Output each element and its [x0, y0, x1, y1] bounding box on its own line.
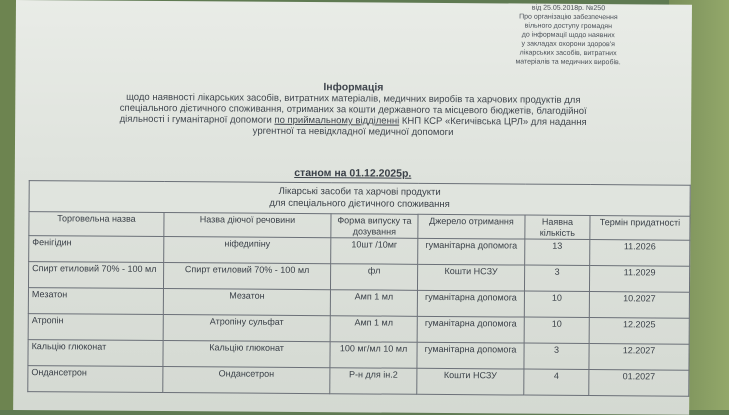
cell-qty: 13: [525, 239, 590, 265]
header-active-substance: Назва діючої речовини: [164, 213, 331, 238]
cell-substance: Ондансетрон: [163, 367, 330, 394]
heading-fragment: діяльності і гуманітарної допомоги: [119, 113, 272, 126]
header-expiry: Термін придатності: [590, 216, 690, 241]
cell-substance: ніфедипіну: [164, 237, 331, 264]
cell-qty: 10: [524, 317, 589, 343]
table-caption: [29, 181, 690, 217]
cell-form: Амп 1 мл: [330, 316, 417, 343]
department-name: по приймальному відділенні: [274, 114, 400, 127]
cell-expiry: 10.2027: [589, 292, 689, 319]
order-line: вільного доступу громадян: [524, 22, 612, 31]
notice-sheet: [13, 0, 692, 415]
order-line: матеріалів та медичних виробів.: [515, 58, 621, 67]
header-form: Форма випуску та дозування: [331, 214, 418, 239]
heading-line: спеціального дієтичного споживання, отриманих за кошти державного та місцевого бюджетів, благодійної: [119, 102, 587, 117]
caption-line: Лікарські засоби та харчові продукти: [278, 185, 441, 198]
heading-fragment: КНП КСР «Кегичівська ЦРЛ» для надання: [401, 115, 587, 128]
cell-substance: Атропіну сульфат: [163, 315, 330, 342]
cell-qty: 3: [524, 343, 589, 369]
heading-line: щодо наявності лікарських засобів, витратних матеріалів, медичних виробів та харчових продуктів для: [126, 91, 581, 106]
cell-expiry: 01.2027: [589, 370, 689, 397]
cell-trade: Атропін: [28, 314, 163, 341]
document-title: Інформація: [323, 81, 384, 94]
order-reference: [481, 3, 656, 67]
cell-qty: 4: [524, 369, 589, 395]
cell-form: Р-н для ін.2: [330, 368, 417, 395]
header-quantity: Наявна кількість: [525, 215, 590, 239]
table-caption-row: [29, 181, 690, 217]
cell-trade: Фенігідин: [29, 236, 164, 263]
cell-expiry: 11.2026: [590, 240, 690, 267]
cell-source: Кошти НСЗУ: [417, 368, 524, 395]
cell-trade: Кальцію глюконат: [28, 340, 163, 367]
header-trade-name: Торговельна назва: [29, 212, 164, 237]
cell-source: гуманітарна допомога: [417, 316, 524, 343]
table-row: [28, 366, 689, 397]
cell-expiry: 12.2027: [589, 344, 689, 371]
header-source: Джерело отримання: [418, 214, 525, 239]
cell-trade: Ондансетрон: [28, 366, 163, 393]
cell-substance: Кальцію глюконат: [163, 341, 330, 368]
cell-trade: Мезатон: [28, 288, 163, 315]
cell-source: гуманітарна допомога: [418, 238, 525, 265]
cell-form: 10шт /10мг: [331, 238, 418, 265]
order-line: Про організацію забезпечення: [519, 13, 618, 22]
cell-expiry: 12.2025: [589, 318, 689, 345]
cell-qty: 10: [524, 291, 589, 317]
cell-qty: 3: [524, 265, 589, 291]
order-line: лікарських засобів, витратних: [519, 49, 617, 58]
order-line: до інформації щодо наявних: [521, 31, 615, 40]
heading-line: ургентної та невідкладної медичної допомоги: [252, 125, 454, 139]
cell-form: Амп 1 мл: [330, 290, 417, 317]
cell-substance: Мезатон: [163, 289, 330, 316]
order-line: у закладах охорони здоров'я: [521, 40, 615, 49]
cell-form: фл: [330, 264, 417, 291]
document-heading: [15, 80, 691, 140]
order-line: від 25.05.2018р. №250: [531, 4, 606, 13]
as-of-date: станом на 01.12.2025р.: [294, 166, 412, 180]
medicines-table: [27, 180, 690, 397]
cell-trade: Спирт етиловий 70% - 100 мл: [28, 262, 163, 289]
cell-expiry: 11.2029: [589, 266, 689, 293]
cell-form: 100 мг/мл 10 мл: [330, 342, 417, 369]
caption-line: для спеціального дієтичного споживання: [269, 197, 450, 211]
cell-source: Кошти НСЗУ: [417, 264, 524, 291]
cell-substance: Спирт етиловий 70% - 100 мл: [163, 263, 330, 290]
cell-source: гуманітарна допомога: [417, 342, 524, 369]
cell-source: гуманітарна допомога: [417, 290, 524, 317]
